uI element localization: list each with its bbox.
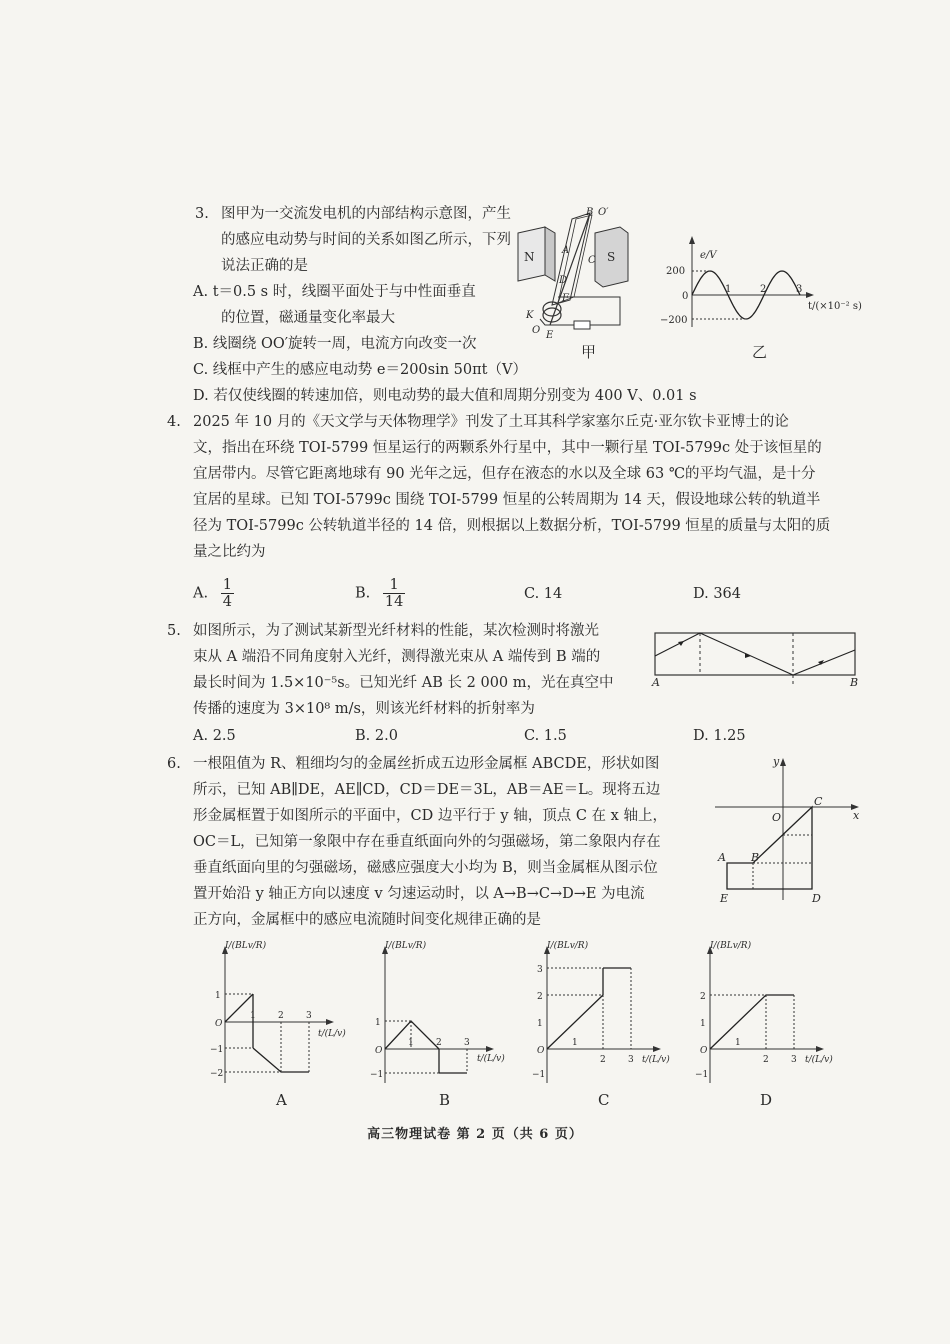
ytick: 2 — [537, 992, 543, 1002]
xtick-2: 2 — [760, 284, 767, 295]
graph-caption-a: A — [276, 1091, 287, 1109]
ytick: −1 — [532, 1070, 546, 1080]
question-text-line: 量之比约为 — [193, 544, 266, 560]
optical-fiber-figure — [650, 628, 860, 690]
answer-graph-a — [195, 938, 355, 1088]
x-axis-label: t/(L/v) — [805, 1055, 833, 1065]
question-text-line: 所示，已知 AB∥DE，AE∥CD，CD＝DE＝3L，AB＝AE＝L。现将五边 — [193, 782, 661, 798]
label-b: B — [586, 207, 594, 218]
origin-label: O — [375, 1046, 383, 1056]
question-6 — [167, 751, 667, 933]
x-axis-label: t/(×10⁻² s) — [808, 301, 862, 312]
question-text-line: 文，指出在环绕 TOI-5799 恒星运行的两颗系外行星中，其中一颗行星 TOI-5799c 处于该恒星的 — [193, 440, 822, 456]
label-d: D — [559, 275, 568, 286]
question-text-line: 径为 TOI-5799c 公转轨道半径的 14 倍，则根据以上数据分析，TOI-5799 恒星的质量与太阳的质 — [193, 518, 831, 534]
question-number: 5. — [167, 623, 181, 639]
label-c: C — [814, 795, 823, 808]
xtick: 1 — [735, 1038, 741, 1048]
label-c: C — [588, 255, 596, 266]
question-text-line: 宜居带内。尽管它距离地球有 90 光年之远，但存在液态的水以及全球 63 ℃的平均气温，是十分 — [193, 466, 816, 482]
ytick: −1 — [370, 1070, 384, 1080]
xtick: 1 — [408, 1038, 414, 1048]
question-text-line: 束从 A 端沿不同角度射入光纤，测得激光束从 A 端传到 B 端的 — [193, 649, 601, 665]
figure-caption-yi: 乙 — [752, 343, 768, 361]
label-o: O — [772, 811, 782, 824]
label-b: B — [751, 851, 760, 864]
ytick: 3 — [537, 965, 543, 975]
label-e: E — [720, 892, 729, 905]
ytick-0: 0 — [682, 291, 689, 302]
label-e: E — [546, 330, 554, 340]
xtick: 1 — [572, 1038, 578, 1048]
ytick: 2 — [700, 992, 706, 1002]
y-axis-label: I/(BLv/R) — [225, 941, 267, 951]
question-5 — [167, 618, 614, 722]
figure-caption-jia: 甲 — [581, 343, 597, 361]
xtick: 3 — [306, 1011, 312, 1021]
option-a: A. $\frac{1}{4}$ — [193, 577, 232, 610]
label-o: O — [532, 325, 541, 336]
xtick: 3 — [464, 1038, 470, 1048]
fraction: $\frac{1}{14}$ — [384, 577, 404, 610]
origin-label: O — [700, 1046, 708, 1056]
option-d: D. 若仅使线圈的转速加倍，则电动势的最大值和周期分别变为 400 V、0.01 s — [193, 388, 697, 404]
ytick: −2 — [210, 1069, 224, 1079]
question-text-line: 正方向，金属框中的感应电流随时间变化规律正确的是 — [193, 912, 541, 928]
label-a: A — [562, 245, 570, 256]
y-axis-label: I/(BLv/R) — [547, 941, 589, 951]
question-number: 6. — [167, 756, 181, 772]
question-text-line: 的感应电动势与时间的关系如图乙所示，下列 — [221, 232, 511, 248]
label-n: N — [524, 250, 535, 264]
ytick: 1 — [700, 1019, 706, 1029]
option-a-continued: 的位置，磁通量变化率最大 — [221, 310, 395, 326]
question-number: 3. — [195, 206, 209, 222]
option-c: C. 线框中产生的感应电动势 e＝200sin 50πt（V） — [193, 362, 527, 378]
answer-graph-d — [680, 938, 845, 1088]
ytick: −1 — [210, 1045, 224, 1055]
x-axis-label: t/(L/v) — [642, 1055, 670, 1065]
y-axis-label: I/(BLv/R) — [710, 941, 752, 951]
generator-figure — [510, 205, 640, 340]
label-x: x — [853, 809, 860, 822]
label-k: K — [526, 310, 534, 321]
graph-caption-b: B — [439, 1091, 451, 1109]
option-b: B. $\frac{1}{14}$ — [355, 577, 404, 610]
option-d: D. 364 — [693, 586, 742, 602]
option-c: C. 1.5 — [524, 728, 567, 744]
option-a: A. t＝0.5 s 时，线圈平面处于与中性面垂直 — [193, 284, 476, 300]
graph-caption-c: C — [598, 1091, 610, 1109]
label-y: y — [773, 755, 780, 768]
xtick-1: 1 — [725, 284, 732, 295]
question-text-line: 传播的速度为 3×10⁸ m/s，则该光纤材料的折射率为 — [193, 701, 535, 717]
label-s: S — [607, 250, 616, 264]
ytick-neg200: −200 — [660, 315, 688, 326]
x-axis-label: t/(L/v) — [477, 1054, 505, 1064]
option-a: A. 2.5 — [193, 728, 236, 744]
ytick: 1 — [375, 1018, 381, 1028]
label-a: A — [718, 851, 726, 864]
emf-sine-graph — [660, 232, 865, 332]
option-b: B. 2.0 — [355, 728, 398, 744]
question-text-line: 宜居的星球。已知 TOI-5799c 围绕 TOI-5799 恒星的公转周期为 14 天，假设地球公转的轨道半 — [193, 492, 821, 508]
label-o-prime: O′ — [598, 207, 609, 218]
graph-caption-d: D — [760, 1091, 773, 1109]
origin-label: O — [537, 1046, 545, 1056]
y-axis-label: I/(BLv/R) — [385, 941, 427, 951]
ytick-200: 200 — [666, 266, 686, 277]
question-text-line: 说法正确的是 — [221, 258, 308, 274]
option-d: D. 1.25 — [693, 728, 746, 744]
question-text-line: 2025 年 10 月的《天文学与天体物理学》刊发了土耳其科学家塞尔丘克·亚尔钦卡亚博士的论 — [193, 414, 789, 430]
question-text-line: 最长时间为 1.5×10⁻⁵s。已知光纤 AB 长 2 000 m，光在真空中 — [193, 675, 614, 691]
ytick: −1 — [695, 1070, 709, 1080]
ytick: 1 — [215, 991, 221, 1001]
question-number: 4. — [167, 414, 181, 430]
label-a: A — [652, 676, 660, 689]
xtick: 2 — [278, 1011, 284, 1021]
question-text-line: 形金属框置于如图所示的平面中，CD 边平行于 y 轴，顶点 C 在 x 轴上， — [193, 808, 667, 824]
question-text-line: 垂直纸面向里的匀强磁场，磁感应强度大小均为 B，则当金属框从图示位 — [193, 860, 658, 876]
question-text-line: 如图所示，为了测试某新型光纤材料的性能，某次检测时将激光 — [193, 623, 599, 639]
answer-graph-b — [355, 938, 515, 1088]
question-text-line: 置开始沿 y 轴正方向以速度 v 匀速运动时，以 A→B→C→D→E 为电流 — [193, 886, 645, 902]
label-b: B — [850, 676, 859, 689]
xtick: 1 — [250, 1011, 256, 1021]
question-text-line: 一根阻值为 R、粗细均匀的金属丝折成五边形金属框 ABCDE，形状如图 — [193, 756, 660, 772]
question-text-line: 图甲为一交流发电机的内部结构示意图，产生 — [221, 206, 511, 222]
y-axis-label: e/V — [700, 250, 717, 261]
answer-graph-c — [517, 938, 682, 1088]
xtick: 3 — [791, 1055, 797, 1065]
option-b: B. 线圈绕 OO′旋转一周，电流方向改变一次 — [193, 336, 477, 352]
origin-label: O — [215, 1019, 223, 1029]
question-4 — [167, 409, 831, 565]
label-d: D — [812, 892, 821, 905]
xtick: 3 — [628, 1055, 634, 1065]
xtick: 2 — [763, 1055, 769, 1065]
ytick: 1 — [537, 1019, 543, 1029]
label-f: F — [562, 293, 569, 304]
pentagon-frame-figure — [715, 755, 865, 905]
question-text-line: OC＝L，已知第一象限中存在垂直纸面向外的匀强磁场，第二象限内存在 — [193, 834, 661, 850]
xtick: 2 — [436, 1038, 442, 1048]
page-footer: 高三物理试卷 第 2 页（共 6 页） — [367, 1127, 583, 1142]
option-c: C. 14 — [524, 586, 563, 602]
fraction: $\frac{1}{4}$ — [222, 577, 232, 610]
xtick-3: 3 — [796, 284, 803, 295]
xtick: 2 — [600, 1055, 606, 1065]
x-axis-label: t/(L/v) — [318, 1029, 346, 1039]
